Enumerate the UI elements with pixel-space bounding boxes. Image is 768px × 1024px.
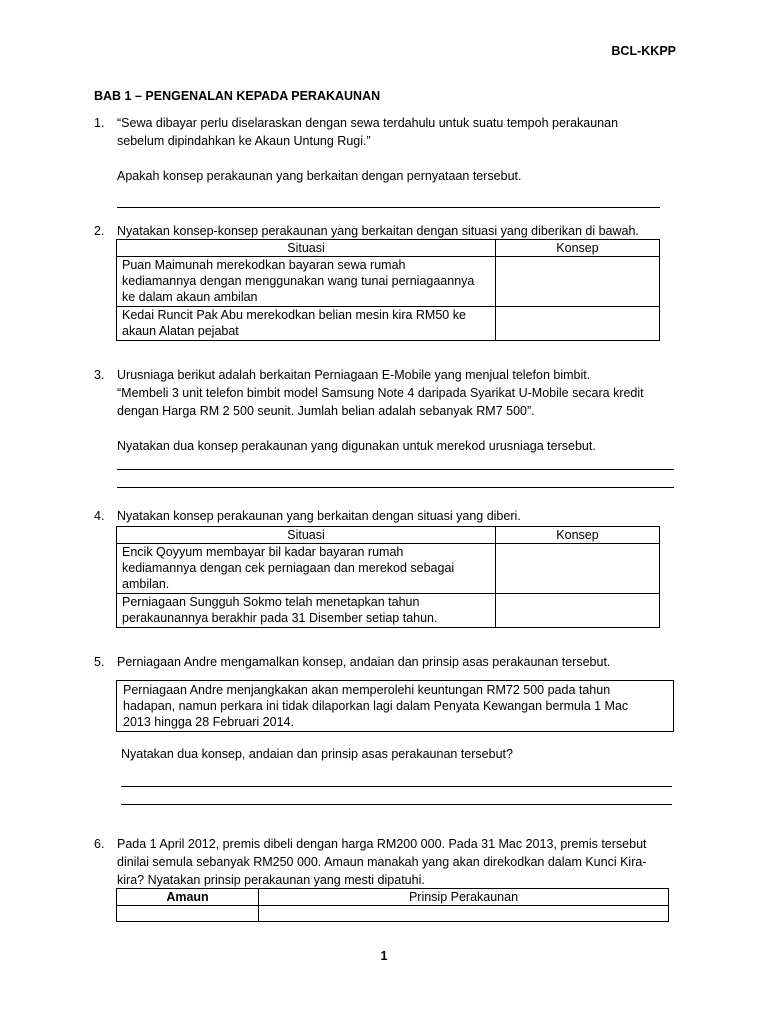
q5-situation-box <box>116 680 674 732</box>
q1-statement-line: sebelum dipindahkan ke Akaun Untung Rugi.” <box>117 134 371 148</box>
table-row <box>117 257 660 307</box>
q1-answer-line <box>117 207 660 208</box>
q6-table <box>116 888 669 922</box>
q6-number: 6. <box>94 837 105 851</box>
q6-statement-line: dinilai semula sebanyak RM250 000. Amaun manakah yang akan direkodkan dalam Kunci Kira- <box>117 855 647 869</box>
chapter-title: BAB 1 – PENGENALAN KEPADA PERAKAUNAN <box>94 89 381 103</box>
situation-line: akaun Alatan pejabat <box>122 324 239 338</box>
q3-statement-line: Urusniaga berikut adalah berkaitan Perniagaan E-Mobile yang menjual telefon bimbit. <box>117 368 591 382</box>
q6-header-prinsip: Prinsip Perakaunan <box>259 889 669 906</box>
q2-header-situasi: Situasi <box>117 240 496 257</box>
table-row <box>117 906 669 922</box>
q5-box-line: 2013 hingga 28 Februari 2014. <box>123 715 294 729</box>
situation-line: kediamannya dengan menggunakan wang tunai perniagaannya <box>122 274 475 288</box>
concept-answer-cell[interactable] <box>496 257 660 307</box>
q3-answer-line <box>117 469 674 470</box>
situation-line: Encik Qoyyum membayar bil kadar bayaran rumah <box>122 545 404 559</box>
situation-line: Puan Maimunah merekodkan bayaran sewa rumah <box>122 258 406 272</box>
q6-header-amaun: Amaun <box>117 889 259 906</box>
q1-number: 1. <box>94 116 105 130</box>
q5-prompt: Nyatakan dua konsep, andaian dan prinsip asas perakaunan tersebut? <box>121 747 513 761</box>
q3-number: 3. <box>94 368 105 382</box>
situation-line: perakaunannya berakhir pada 31 Disember setiap tahun. <box>122 611 438 625</box>
q2-number: 2. <box>94 224 105 238</box>
situation-cell <box>117 594 496 628</box>
q4-header-konsep: Konsep <box>496 527 660 544</box>
concept-answer-cell[interactable] <box>496 594 660 628</box>
q2-header-konsep: Konsep <box>496 240 660 257</box>
q5-intro: Perniagaan Andre mengamalkan konsep, andaian dan prinsip asas perakaunan tersebut. <box>117 655 611 669</box>
situation-line: ke dalam akaun ambilan <box>122 290 258 304</box>
q2-prompt: Nyatakan konsep-konsep perakaunan yang berkaitan dengan situasi yang diberikan di bawah. <box>117 224 639 238</box>
q4-number: 4. <box>94 509 105 523</box>
q1-statement-line: “Sewa dibayar perlu diselaraskan dengan sewa terdahulu untuk suatu tempoh perakaunan <box>117 116 619 130</box>
document-code: BCL-KKPP <box>611 44 676 58</box>
table-row <box>117 307 660 341</box>
situation-line: ambilan. <box>122 577 170 591</box>
q5-box-line: Perniagaan Andre menjangkakan akan memperolehi keuntungan RM72 500 pada tahun <box>123 683 611 697</box>
q3-prompt: Nyatakan dua konsep perakaunan yang digunakan untuk merekod urusniaga tersebut. <box>117 439 596 453</box>
table-row <box>117 594 660 628</box>
q3-statement-line: dengan Harga RM 2 500 seunit. Jumlah belian adalah sebanyak RM7 500”. <box>117 404 535 418</box>
q1-prompt: Apakah konsep perakaunan yang berkaitan dengan pernyataan tersebut. <box>117 169 522 183</box>
q6-statement-line: Pada 1 April 2012, premis dibeli dengan harga RM200 000. Pada 31 Mac 2013, premis tersebut <box>117 837 647 851</box>
page-number: 1 <box>380 949 388 963</box>
situation-line: Perniagaan Sungguh Sokmo telah menetapkan tahun <box>122 595 420 609</box>
concept-answer-cell[interactable] <box>496 544 660 594</box>
situation-cell <box>117 544 496 594</box>
situation-line: kediamannya dengan cek perniagaan dan merekod sebagai <box>122 561 455 575</box>
q4-prompt: Nyatakan konsep perakaunan yang berkaitan dengan situasi yang diberi. <box>117 509 521 523</box>
table-row <box>117 544 660 594</box>
situation-cell <box>117 257 496 307</box>
q6-statement-line: kira? Nyatakan prinsip perakaunan yang mesti dipatuhi. <box>117 873 425 887</box>
q5-answer-line <box>121 804 672 805</box>
q5-answer-line <box>121 786 672 787</box>
q3-answer-line <box>117 487 674 488</box>
situation-cell <box>117 307 496 341</box>
situation-line: Kedai Runcit Pak Abu merekodkan belian mesin kira RM50 ke <box>122 308 466 322</box>
principle-answer-cell[interactable] <box>259 906 669 922</box>
q3-statement-line: “Membeli 3 unit telefon bimbit model Samsung Note 4 daripada Syarikat U-Mobile secara kredit <box>117 386 644 400</box>
q5-box-line: hadapan, namun perkara ini tidak dilaporkan lagi dalam Penyata Kewangan bermula 1 Mac <box>123 699 629 713</box>
q4-table <box>116 526 660 628</box>
amount-answer-cell[interactable] <box>117 906 259 922</box>
q4-header-situasi: Situasi <box>117 527 496 544</box>
concept-answer-cell[interactable] <box>496 307 660 341</box>
q5-number: 5. <box>94 655 105 669</box>
q2-table <box>116 239 660 341</box>
